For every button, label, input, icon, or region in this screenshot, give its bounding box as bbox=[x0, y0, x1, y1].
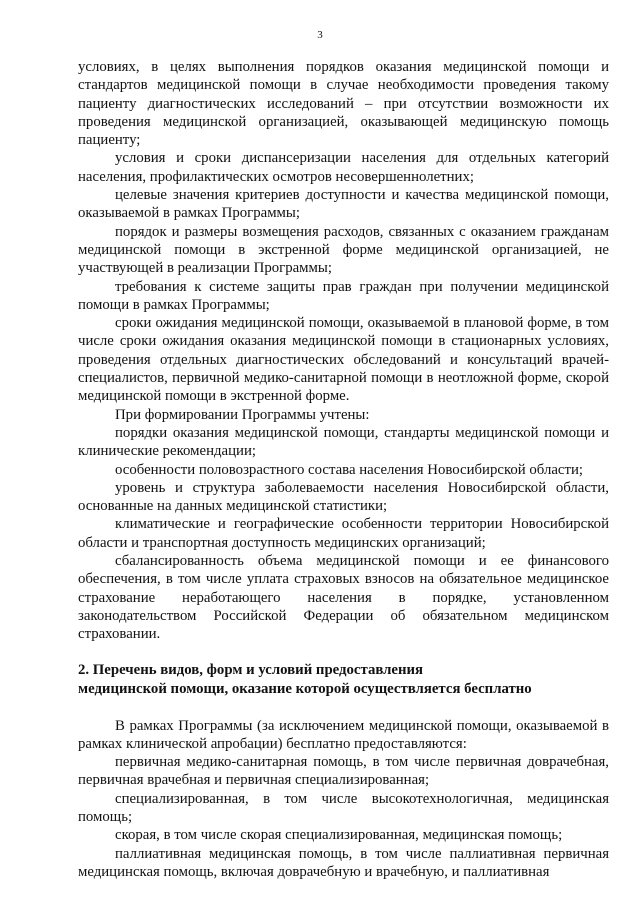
paragraphs-before-heading bbox=[78, 58, 609, 644]
paragraph: условия и сроки диспансеризации населения для отдельных категорий населения, профилактических осмотров несовершеннолетних; bbox=[78, 150, 609, 185]
paragraph: В рамках Программы (за исключением медицинской помощи, оказываемой в рамках клинической апробации) бесплатно предоставляются: bbox=[78, 717, 609, 752]
paragraph: скорая, в том числе скорая специализированная, медицинская помощь; bbox=[115, 827, 563, 844]
page-number: 3 bbox=[317, 29, 323, 41]
paragraph: сбалансированность объема медицинской помощи и ее финансового обеспечения, в том числе уплата страховых взносов на обязательное медицинское страхование неработающего населения в порядке, установленном законодательством Российской Федерации об обязательном медицинском страховании. bbox=[78, 553, 609, 643]
document-body bbox=[78, 58, 609, 881]
paragraph: сроки ожидания медицинской помощи, оказываемой в плановой форме, в том числе сроки ожидания оказания медицинской помощи в стационарных условиях, проведения отдельных диагностических обследований и консультаций врачей-специалистов, первичной медико-санитарной помощи в неотложной форме, скорой медицинской помощи в экстренной форме. bbox=[78, 315, 609, 405]
paragraph: целевые значения критериев доступности и качества медицинской помощи, оказываемой в рамках Программы; bbox=[78, 187, 609, 222]
paragraph: требования к системе защиты прав граждан при получении медицинской помощи в рамках Программы; bbox=[78, 278, 609, 313]
section-heading-line: медицинской помощи, оказание которой осуществляется бесплатно bbox=[78, 680, 532, 697]
paragraphs-after-heading bbox=[78, 717, 609, 882]
section-heading bbox=[78, 661, 609, 699]
paragraph: паллиативная медицинская помощь, в том числе паллиативная первичная медицинская помощь, включая доврачебную и врачебную, и паллиативная bbox=[78, 845, 609, 880]
paragraph: специализированная, в том числе высокотехнологичная, медицинская помощь; bbox=[78, 790, 609, 825]
section-heading-line: 2. Перечень видов, форм и условий предоставления bbox=[78, 661, 424, 678]
paragraph: первичная медико-санитарная помощь, в том числе первичная доврачебная, первичная врачебная и первичная специализированная; bbox=[78, 754, 609, 789]
paragraph: порядок и размеры возмещения расходов, связанных с оказанием гражданам медицинской помощи в экстренной форме медицинской организацией, не участвующей в реализации Программы; bbox=[78, 223, 609, 277]
paragraph: условиях, в целях выполнения порядков оказания медицинской помощи и стандартов медицинской помощи в случае необходимости проведения такому пациенту диагностических исследований – при отсутствии возможности их проведения медицинской организацией, оказывающей медицинскую помощь пациенту; bbox=[78, 59, 609, 149]
paragraph: порядки оказания медицинской помощи, стандарты медицинской помощи и клинические рекомендации; bbox=[78, 424, 609, 460]
paragraph: климатические и географические особенности территории Новосибирской области и транспортная доступность медицинских организаций; bbox=[78, 516, 609, 551]
paragraph: особенности половозрастного состава населения Новосибирской области; bbox=[115, 461, 583, 478]
paragraph: уровень и структура заболеваемости населения Новосибирской области, основанные на данных медицинской статистики; bbox=[78, 479, 609, 515]
paragraph: При формировании Программы учтены: bbox=[115, 406, 370, 423]
